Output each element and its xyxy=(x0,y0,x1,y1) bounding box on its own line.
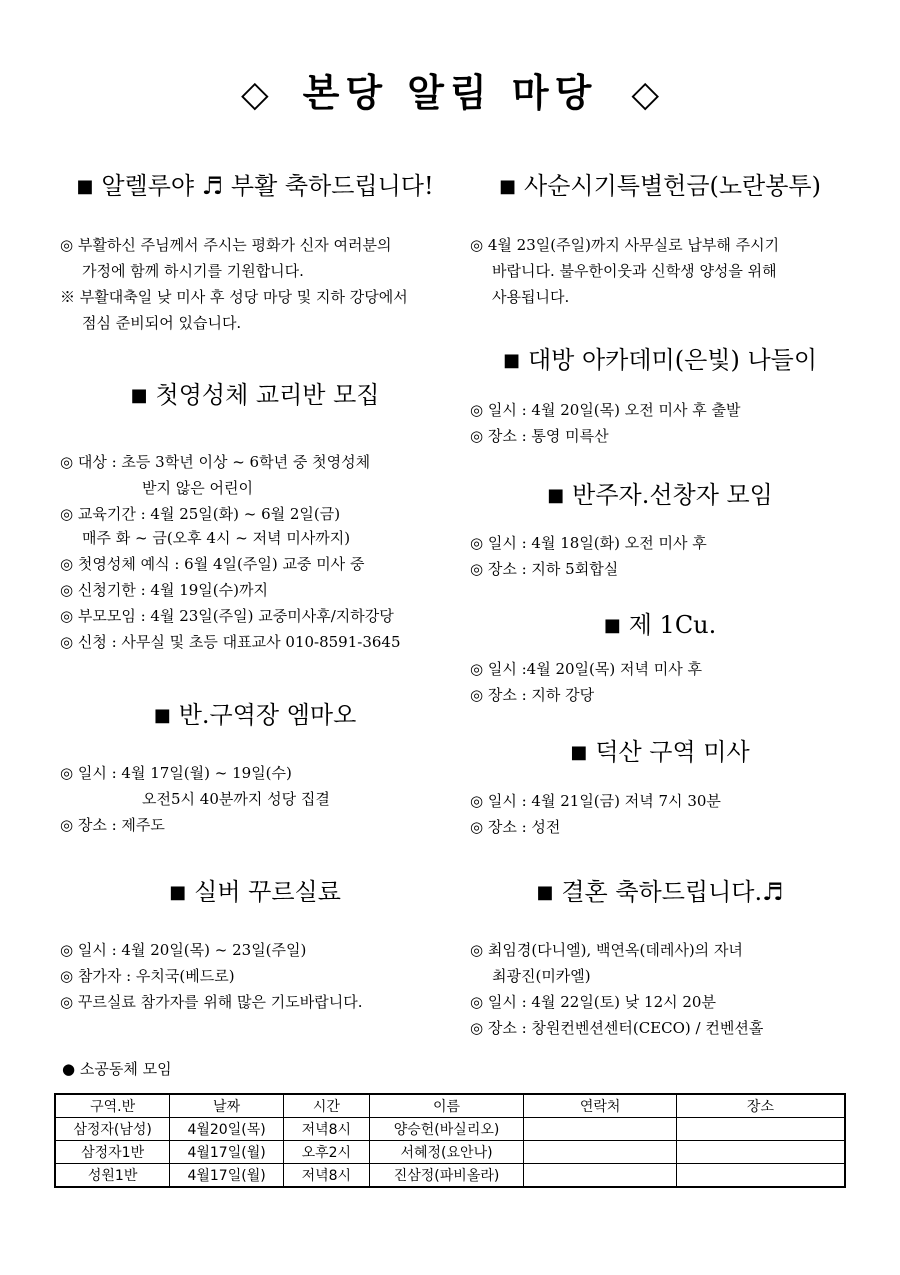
cursillo-line: ◎ 꾸르실료 참가자를 위해 많은 기도바랍니다. xyxy=(60,993,363,1011)
square-bullet-icon: ■ xyxy=(603,615,621,636)
cu-heading: ■ 제 1Cu. xyxy=(603,611,717,639)
communion-line: ◎ 대상 : 초등 3학년 이상 ~ 6학년 중 첫영성체 xyxy=(60,453,371,471)
deoksan-line: ◎ 일시 : 4월 21일(금) 저녁 7시 30분 xyxy=(470,792,721,810)
emmaus-line: 오전5시 40분까지 성당 집결 xyxy=(142,790,330,808)
academy-line: ◎ 장소 : 통영 미륵산 xyxy=(470,427,609,445)
table-header-row xyxy=(55,1094,845,1118)
communion-line: 받지 않은 어린이 xyxy=(142,479,253,497)
communion-line: ◎ 신청 : 사무실 및 초등 대표교사 010-8591-3645 xyxy=(60,633,401,651)
table-cell: 4월20일(목) xyxy=(170,1118,284,1141)
column-header: 구역.반 xyxy=(55,1094,170,1118)
wedding-heading: ■ 결혼 축하드립니다.♬ xyxy=(536,878,784,906)
square-bullet-icon: ■ xyxy=(536,882,554,903)
deoksan-line: ◎ 장소 : 성전 xyxy=(470,818,561,836)
table-row xyxy=(55,1164,845,1188)
table-cell xyxy=(524,1164,677,1188)
column-header: 이름 xyxy=(369,1094,524,1118)
table-cell: 삼정자1반 xyxy=(55,1141,170,1164)
offering-line: 바랍니다. 불우한이웃과 신학생 양성을 위해 xyxy=(492,262,777,280)
square-bullet-icon: ■ xyxy=(499,176,517,197)
choir-heading: ■ 반주자.선창자 모임 xyxy=(547,481,773,509)
easter-line: ◎ 부활하신 주님께서 주시는 평화가 신자 여러분의 xyxy=(60,236,392,254)
communion-line: ◎ 첫영성체 예식 : 6월 4일(주일) 교중 미사 중 xyxy=(60,555,365,573)
table-cell: 저녁8시 xyxy=(283,1118,369,1141)
table-cell xyxy=(676,1141,845,1164)
table-cell xyxy=(676,1164,845,1188)
table-row xyxy=(55,1118,845,1141)
easter-line: ※ 부활대축일 낮 미사 후 성당 마당 및 지하 강당에서 xyxy=(60,288,408,306)
cursillo-heading: ■ 실버 꾸르실료 xyxy=(169,878,341,906)
square-bullet-icon: ■ xyxy=(153,705,171,726)
offering-line: 사용됩니다. xyxy=(492,288,570,306)
table-cell: 삼정자(남성) xyxy=(55,1118,170,1141)
table-cell: 진삼정(파비올라) xyxy=(369,1164,524,1188)
column-header: 시간 xyxy=(283,1094,369,1118)
wedding-line: ◎ 일시 : 4월 22일(토) 낮 12시 20분 xyxy=(470,993,716,1011)
wedding-line: 최광진(미카엘) xyxy=(492,967,591,985)
diamond-icon: ◇ xyxy=(631,74,660,115)
wedding-line: ◎ 장소 : 창원컨벤션센터(CECO) / 컨벤션홀 xyxy=(470,1019,764,1037)
offering-heading: ■ 사순시기특별헌금(노란봉투) xyxy=(499,172,821,200)
deoksan-heading: ■ 덕산 구역 미사 xyxy=(570,738,750,766)
square-bullet-icon: ■ xyxy=(502,350,520,371)
easter-heading: ■ 알렐루야 ♬ 부활 축하드립니다! xyxy=(76,172,434,200)
square-bullet-icon: ■ xyxy=(130,385,148,406)
easter-line: 점심 준비되어 있습니다. xyxy=(82,314,242,332)
cu-line: ◎ 일시 :4월 20일(목) 저녁 미사 후 xyxy=(470,660,702,678)
table-cell: 서혜정(요안나) xyxy=(369,1141,524,1164)
table-row xyxy=(55,1141,845,1164)
cu-line: ◎ 장소 : 지하 강당 xyxy=(470,686,595,704)
communion-line: ◎ 교육기간 : 4월 25일(화) ~ 6월 2일(금) xyxy=(60,505,341,523)
small-group-heading: ● 소공동체 모임 xyxy=(62,1060,172,1078)
cursillo-line: ◎ 일시 : 4월 20일(목) ~ 23일(주일) xyxy=(60,941,307,959)
table-cell: 성원1반 xyxy=(55,1164,170,1188)
table-cell xyxy=(524,1118,677,1141)
emmaus-line: ◎ 일시 : 4월 17일(월) ~ 19일(수) xyxy=(60,764,292,782)
square-bullet-icon: ■ xyxy=(547,485,565,506)
table-cell xyxy=(524,1141,677,1164)
choir-line: ◎ 일시 : 4월 18일(화) 오전 미사 후 xyxy=(470,534,707,552)
communion-line: ◎ 신청기한 : 4월 19일(수)까지 xyxy=(60,581,268,599)
table-cell: 저녁8시 xyxy=(283,1164,369,1188)
easter-line: 가정에 함께 하시기를 기원합니다. xyxy=(82,262,304,280)
table-cell: 양승헌(바실리오) xyxy=(369,1118,524,1141)
cursillo-line: ◎ 참가자 : 우치국(베드로) xyxy=(60,967,235,985)
academy-line: ◎ 일시 : 4월 20일(목) 오전 미사 후 출발 xyxy=(470,401,741,419)
table-cell: 4월17일(월) xyxy=(170,1164,284,1188)
diamond-icon: ◇ xyxy=(240,74,269,115)
small-group-table xyxy=(54,1093,846,1188)
emmaus-line: ◎ 장소 : 제주도 xyxy=(60,816,165,834)
table-cell: 4월17일(월) xyxy=(170,1141,284,1164)
communion-heading: ■ 첫영성체 교리반 모집 xyxy=(130,381,380,409)
academy-heading: ■ 대방 아카데미(은빛) 나들이 xyxy=(502,346,818,374)
square-bullet-icon: ■ xyxy=(76,176,94,197)
square-bullet-icon: ■ xyxy=(570,742,588,763)
communion-line: 매주 화 ~ 금(오후 4시 ~ 저녁 미사까지) xyxy=(82,529,351,547)
table-cell xyxy=(676,1118,845,1141)
column-header: 장소 xyxy=(676,1094,845,1118)
emmaus-heading: ■ 반.구역장 엠마오 xyxy=(153,701,357,729)
title-text: 본당 알림 마당 xyxy=(302,71,598,115)
page-title xyxy=(0,62,900,117)
communion-line: ◎ 부모모임 : 4월 23일(주일) 교중미사후/지하강당 xyxy=(60,607,394,625)
wedding-line: ◎ 최임경(다니엘), 백연옥(데레사)의 자녀 xyxy=(470,941,743,959)
column-header: 연락처 xyxy=(524,1094,677,1118)
square-bullet-icon: ■ xyxy=(169,882,187,903)
offering-line: ◎ 4월 23일(주일)까지 사무실로 납부해 주시기 xyxy=(470,236,780,254)
column-header: 날짜 xyxy=(170,1094,284,1118)
choir-line: ◎ 장소 : 지하 5회합실 xyxy=(470,560,619,578)
table-cell: 오후2시 xyxy=(283,1141,369,1164)
